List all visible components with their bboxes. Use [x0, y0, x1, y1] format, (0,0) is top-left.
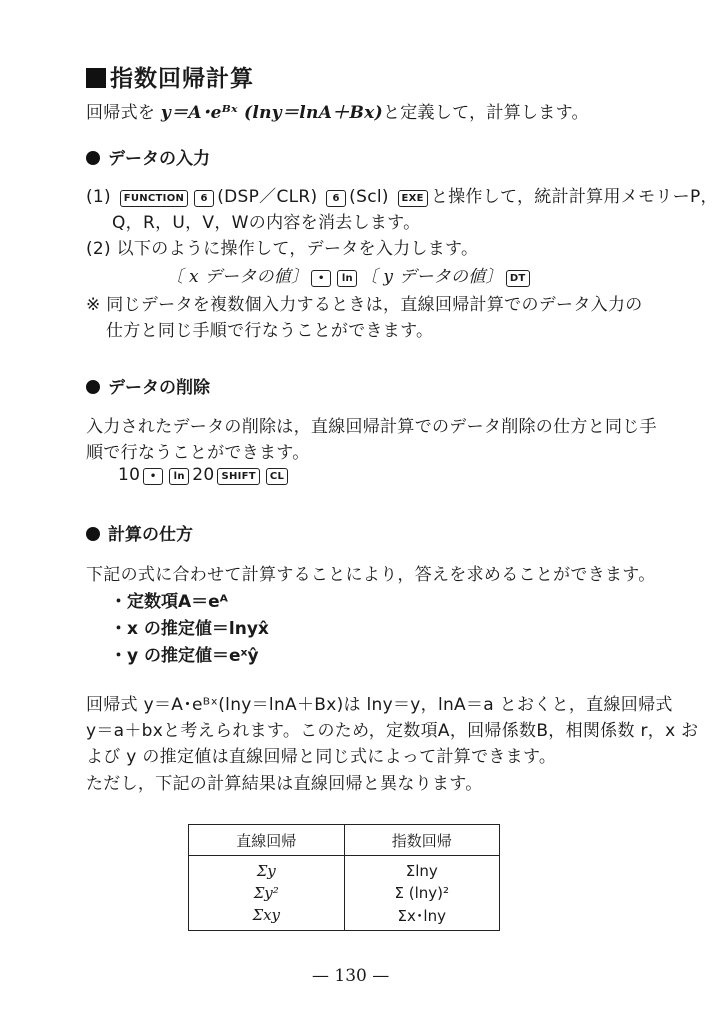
example-number-2: 20	[192, 465, 215, 485]
example-number-1: 10	[118, 465, 141, 485]
table-row	[189, 904, 500, 931]
square-icon	[86, 68, 106, 88]
step2-keys	[166, 262, 533, 287]
calc-line1: 下記の式に合わせて計算することにより，答えを求めることができます。	[86, 565, 656, 585]
delete-line2: 順で行なうことができます。	[86, 443, 310, 463]
table-cell: Σx･lny	[344, 904, 500, 931]
intro-post: と定義して，計算します。	[382, 103, 589, 123]
function-key: FUNCTION	[120, 190, 188, 207]
ln-key: ln	[337, 270, 357, 287]
heading-calc-method-text: 計算の仕方	[108, 525, 193, 545]
table-row	[189, 856, 500, 883]
comma-key: •	[143, 468, 163, 485]
heading-calc-method	[86, 520, 193, 545]
step1-number: (1)	[86, 187, 111, 207]
para-line3: よび y の推定値は直線回帰と同じ式によって計算できます。	[86, 747, 557, 767]
step2-line1: (2) 以下のように操作して，データを入力します。	[86, 239, 479, 259]
formula-y-estimate: ・y の推定値＝eˣŷ	[110, 646, 259, 666]
bullet-icon	[86, 151, 100, 165]
heading-data-input-text: データの入力	[108, 149, 210, 169]
intro-line	[86, 98, 589, 123]
heading-data-input	[86, 144, 210, 169]
intro-formula: y＝A･eᴮˣ (lny＝lnA＋Bx)	[160, 103, 383, 123]
bullet-icon	[86, 527, 100, 541]
intro-pre: 回帰式を	[86, 103, 161, 123]
delete-line1: 入力されたデータの削除は，直線回帰計算でのデータ削除の仕方と同じ手	[86, 417, 657, 437]
table-row	[189, 882, 500, 904]
dt-key: DT	[506, 270, 530, 287]
para-line1: 回帰式 y＝A･eᴮˣ(lny＝lnA＋Bx)は lny＝y，lnA＝a とおくと，直線回帰式	[86, 695, 673, 715]
table-header-row	[189, 825, 500, 856]
table-header-linear: 直線回帰	[189, 825, 345, 856]
comparison-table	[188, 824, 500, 931]
para-line4: ただし，下記の計算結果は直線回帰と異なります。	[86, 774, 483, 794]
table-cell: Σ (lny)²	[344, 882, 500, 904]
para-line2: y＝a＋bxと考えられます。このため，定数項A，回帰係数B，相関係数 r，x お	[86, 721, 699, 741]
heading-data-delete-text: データの削除	[108, 378, 210, 398]
table-cell: Σy²	[189, 882, 345, 904]
step1-line2: Q，R，U，V，Wの内容を消去します。	[112, 213, 421, 233]
delete-example	[118, 465, 291, 485]
x-data-placeholder: 〔 x データの値〕	[166, 267, 309, 287]
note-line1: ※ 同じデータを複数個入力するときは，直線回帰計算でのデータ入力の	[86, 295, 643, 315]
key-6: 6	[326, 190, 346, 207]
step1-text-b: (Scl)	[349, 187, 389, 207]
shift-key: SHIFT	[217, 468, 259, 485]
bullet-icon	[86, 380, 100, 394]
formula-constant: ・定数項A＝eᴬ	[110, 592, 228, 612]
step1-text-c: と操作して，統計計算用メモリーP，	[430, 187, 718, 207]
key-6: 6	[194, 190, 214, 207]
table-cell: Σxy	[189, 904, 345, 931]
heading-data-delete	[86, 373, 210, 398]
cl-key: CL	[266, 468, 288, 485]
table-cell: Σlny	[344, 856, 500, 883]
table-cell: Σy	[189, 856, 345, 883]
table-header-exponential: 指数回帰	[344, 825, 500, 856]
step1-text-a: (DSP／CLR)	[217, 187, 318, 207]
page-title	[86, 60, 254, 93]
note-line2: 仕方と同じ手順で行なうことができます。	[106, 321, 434, 341]
y-data-placeholder: 〔 y データの値〕	[360, 267, 503, 287]
page-title-text: 指数回帰計算	[110, 66, 254, 92]
page-number: — 130 —	[312, 966, 390, 986]
exe-key: EXE	[398, 190, 428, 207]
ln-key: ln	[169, 468, 189, 485]
comma-key: •	[311, 270, 331, 287]
step1-line1	[86, 182, 718, 207]
formula-x-estimate: ・x の推定値＝lnyx̂	[110, 619, 269, 639]
